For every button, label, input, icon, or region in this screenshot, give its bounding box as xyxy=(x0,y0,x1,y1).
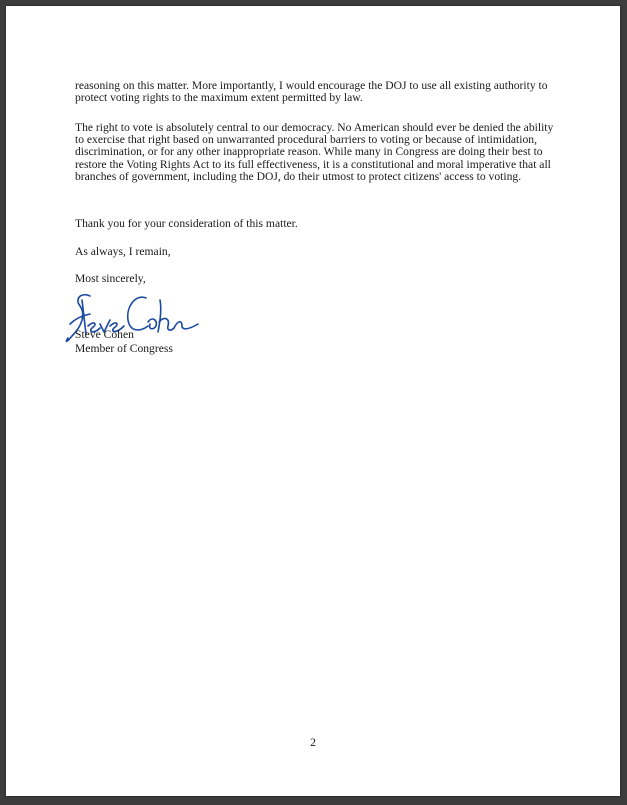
letter-page xyxy=(6,6,620,796)
paragraph-thank-you: Thank you for your consideration of this matter. xyxy=(75,217,298,230)
paragraph-right-to-vote: The right to vote is absolutely central to our democracy. No American should ever be denied the ability to exercise that right based on unwarranted procedural barriers to voting or because of intimidation, discrimination, or for any other inappropriate reason. While many in Congress are doing their best to restore the Voting Rights Act to its full effectiveness, it is a constitutional and moral imperative that all branches of government, including the DOJ, do their utmost to protect citizens' access to voting. xyxy=(75,121,554,183)
paragraph-reasoning: reasoning on this matter. More importantly, I would encourage the DOJ to use all existing authority to protect voting rights to the maximum extent permitted by law. xyxy=(75,79,548,105)
paragraph-as-always: As always, I remain, xyxy=(75,245,171,258)
closing-salutation: Most sincerely, xyxy=(75,272,146,285)
signer-title: Member of Congress xyxy=(75,342,173,355)
page-number: 2 xyxy=(310,736,316,749)
signer-name: Steve Cohen xyxy=(75,328,134,341)
